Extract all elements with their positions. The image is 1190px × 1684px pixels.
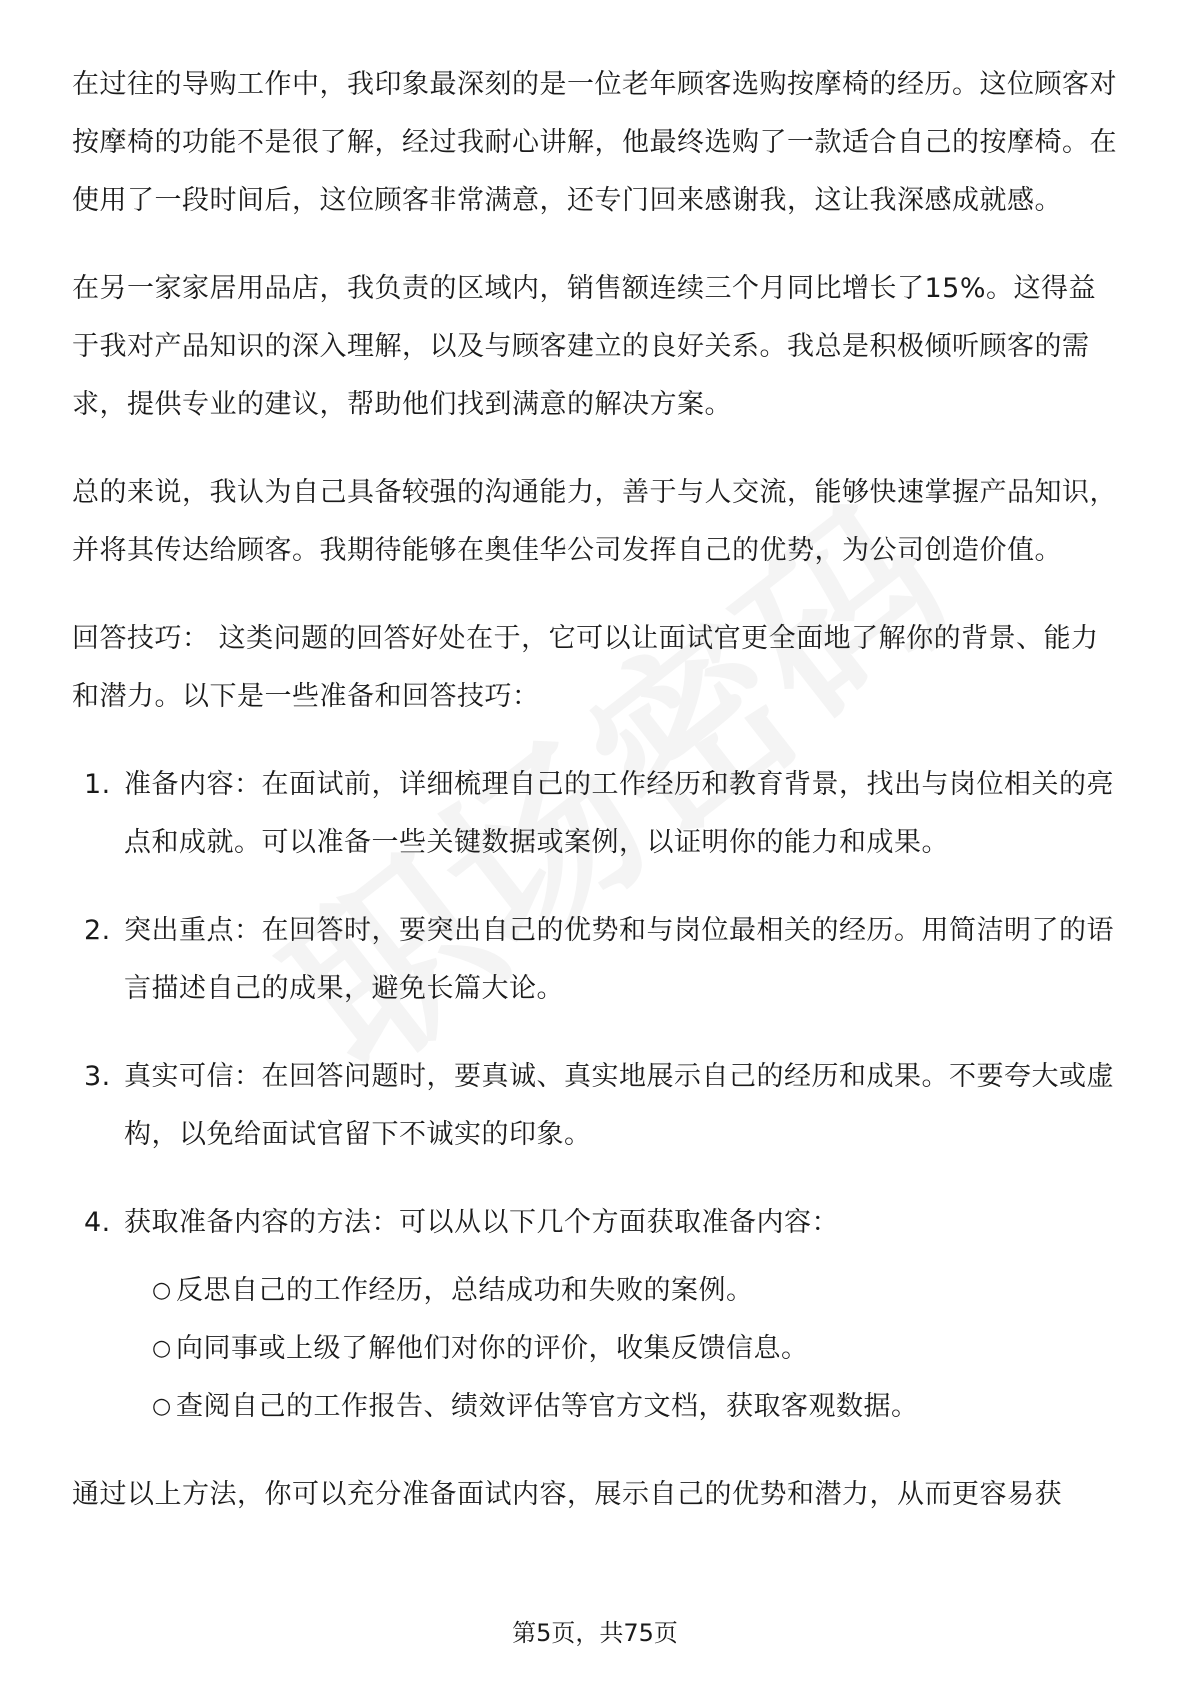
list-item-text: 准备内容：在面试前，详细梳理自己的工作经历和教育背景，找出与岗位相关的亮点和成就。可以准备一些关键数据或案例，以证明你的能力和成果。	[124, 769, 1114, 858]
sub-list-item	[124, 1320, 1120, 1378]
sub-list-item	[124, 1262, 1120, 1320]
list-number: 4.	[84, 1207, 111, 1238]
paragraph-sales-growth: 在另一家家居用品店，我负责的区域内，销售额连续三个月同比增长了15%。这得益于我对产品知识的深入理解，以及与顾客建立的良好关系。我总是积极倾听顾客的需求，提供专业的建议，帮助他们找到满意的解决方案。	[72, 273, 1097, 420]
tips-list	[72, 756, 1120, 1436]
paragraph-experience: 在过往的导购工作中，我印象最深刻的是一位老年顾客选购按摩椅的经历。这位顾客对按摩椅的功能不是很了解，经过我耐心讲解，他最终选购了一款适合自己的按摩椅。在使用了一段时间后，这位顾客非常满意，还专门回来感谢我，这让我深感成就感。	[72, 69, 1117, 216]
list-number: 2.	[84, 915, 111, 946]
paragraph-answer-tips: 回答技巧： 这类问题的回答好处在于，它可以让面试官更全面地了解你的背景、能力和潜力。以下是一些准备和回答技巧：	[72, 623, 1099, 712]
sub-list-item-text: 查阅自己的工作报告、绩效评估等官方文档，获取客观数据。	[176, 1391, 919, 1422]
list-item	[72, 1048, 1120, 1164]
document-body	[72, 56, 1120, 1554]
sub-list-item	[124, 1378, 1120, 1436]
page-footer: 第5页，共75页	[512, 1619, 678, 1647]
paragraph-closing: 通过以上方法，你可以充分准备面试内容，展示自己的优势和潜力，从而更容易获	[72, 1479, 1062, 1510]
paragraph-summary: 总的来说，我认为自己具备较强的沟通能力，善于与人交流，能够快速掌握产品知识，并将其传达给顾客。我期待能够在奥佳华公司发挥自己的优势，为公司创造价值。	[72, 477, 1117, 566]
sub-list-item-text: 向同事或上级了解他们对你的评价，收集反馈信息。	[176, 1333, 809, 1364]
sub-list-item-text: 反思自己的工作经历，总结成功和失败的案例。	[176, 1275, 754, 1306]
list-item	[72, 1194, 1120, 1436]
circle-bullet-icon: ○	[152, 1278, 172, 1303]
list-item-text: 突出重点：在回答时，要突出自己的优势和与岗位最相关的经历。用简洁明了的语言描述自己的成果，避免长篇大论。	[124, 915, 1114, 1004]
sub-bullet-list	[124, 1262, 1120, 1436]
list-item	[72, 902, 1120, 1018]
list-item	[72, 756, 1120, 872]
circle-bullet-icon: ○	[152, 1394, 172, 1419]
list-number: 1.	[84, 769, 111, 800]
list-item-text: 获取准备内容的方法：可以从以下几个方面获取准备内容：	[124, 1207, 839, 1238]
list-item-text: 真实可信：在回答问题时，要真诚、真实地展示自己的经历和成果。不要夸大或虚构，以免给面试官留下不诚实的印象。	[124, 1061, 1114, 1150]
circle-bullet-icon: ○	[152, 1336, 172, 1361]
list-number: 3.	[84, 1061, 111, 1092]
